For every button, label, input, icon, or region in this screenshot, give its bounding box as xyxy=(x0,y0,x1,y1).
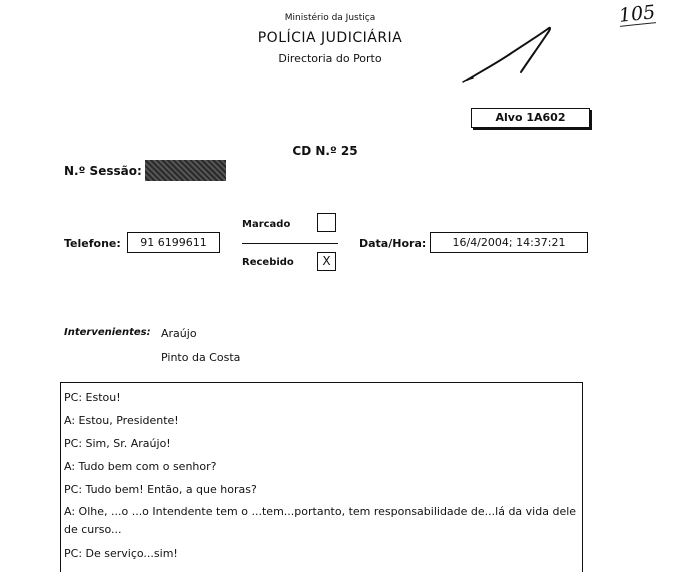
datetime-value: 16/4/2004; 14:37:21 xyxy=(430,232,588,253)
marcado-checkbox xyxy=(317,213,336,232)
direction-divider xyxy=(242,243,338,244)
participants-label: Intervenientes: xyxy=(64,327,151,338)
transcript-line: PC: Sim, Sr. Araújo! xyxy=(64,437,171,450)
signature-icon xyxy=(455,20,555,90)
cd-number: CD N.º 25 xyxy=(292,144,358,158)
transcript-box xyxy=(60,382,583,572)
transcript-line: PC: De serviço...sim! xyxy=(64,547,178,560)
session-label: N.º Sessão: xyxy=(64,164,142,178)
datetime-label: Data/Hora: xyxy=(359,237,427,250)
transcript-line: A: Olhe, ...o ...o Intendente tem o ...tem...portanto, tem responsabilidade de...lá da vida dele de curso... xyxy=(64,505,577,536)
marcado-label: Marcado xyxy=(242,219,291,230)
phone-label: Telefone: xyxy=(64,237,121,250)
transcript-line: A: Tudo bem com o senhor? xyxy=(64,460,217,473)
directorate-name: Directoria do Porto xyxy=(278,52,382,65)
police-title: POLÍCIA JUDICIÁRIA xyxy=(257,30,403,46)
recebido-checkbox: X xyxy=(317,252,336,271)
transcript-line: PC: Estou! xyxy=(64,391,121,404)
session-redaction xyxy=(145,160,226,181)
transcript-line: A: Estou, Presidente! xyxy=(64,414,179,427)
participant-name: Araújo xyxy=(161,327,197,340)
target-id-box: Alvo 1A602 xyxy=(471,108,590,128)
recebido-label: Recebido xyxy=(242,257,294,268)
transcript-line: PC: Tudo bem! Então, a que horas? xyxy=(64,483,257,496)
ministry-name: Ministério da Justiça xyxy=(284,13,376,23)
phone-value: 91 6199611 xyxy=(127,232,220,253)
participant-name: Pinto da Costa xyxy=(161,351,241,364)
page-number: 105 xyxy=(617,1,657,27)
transcript-cutoff xyxy=(64,565,582,572)
